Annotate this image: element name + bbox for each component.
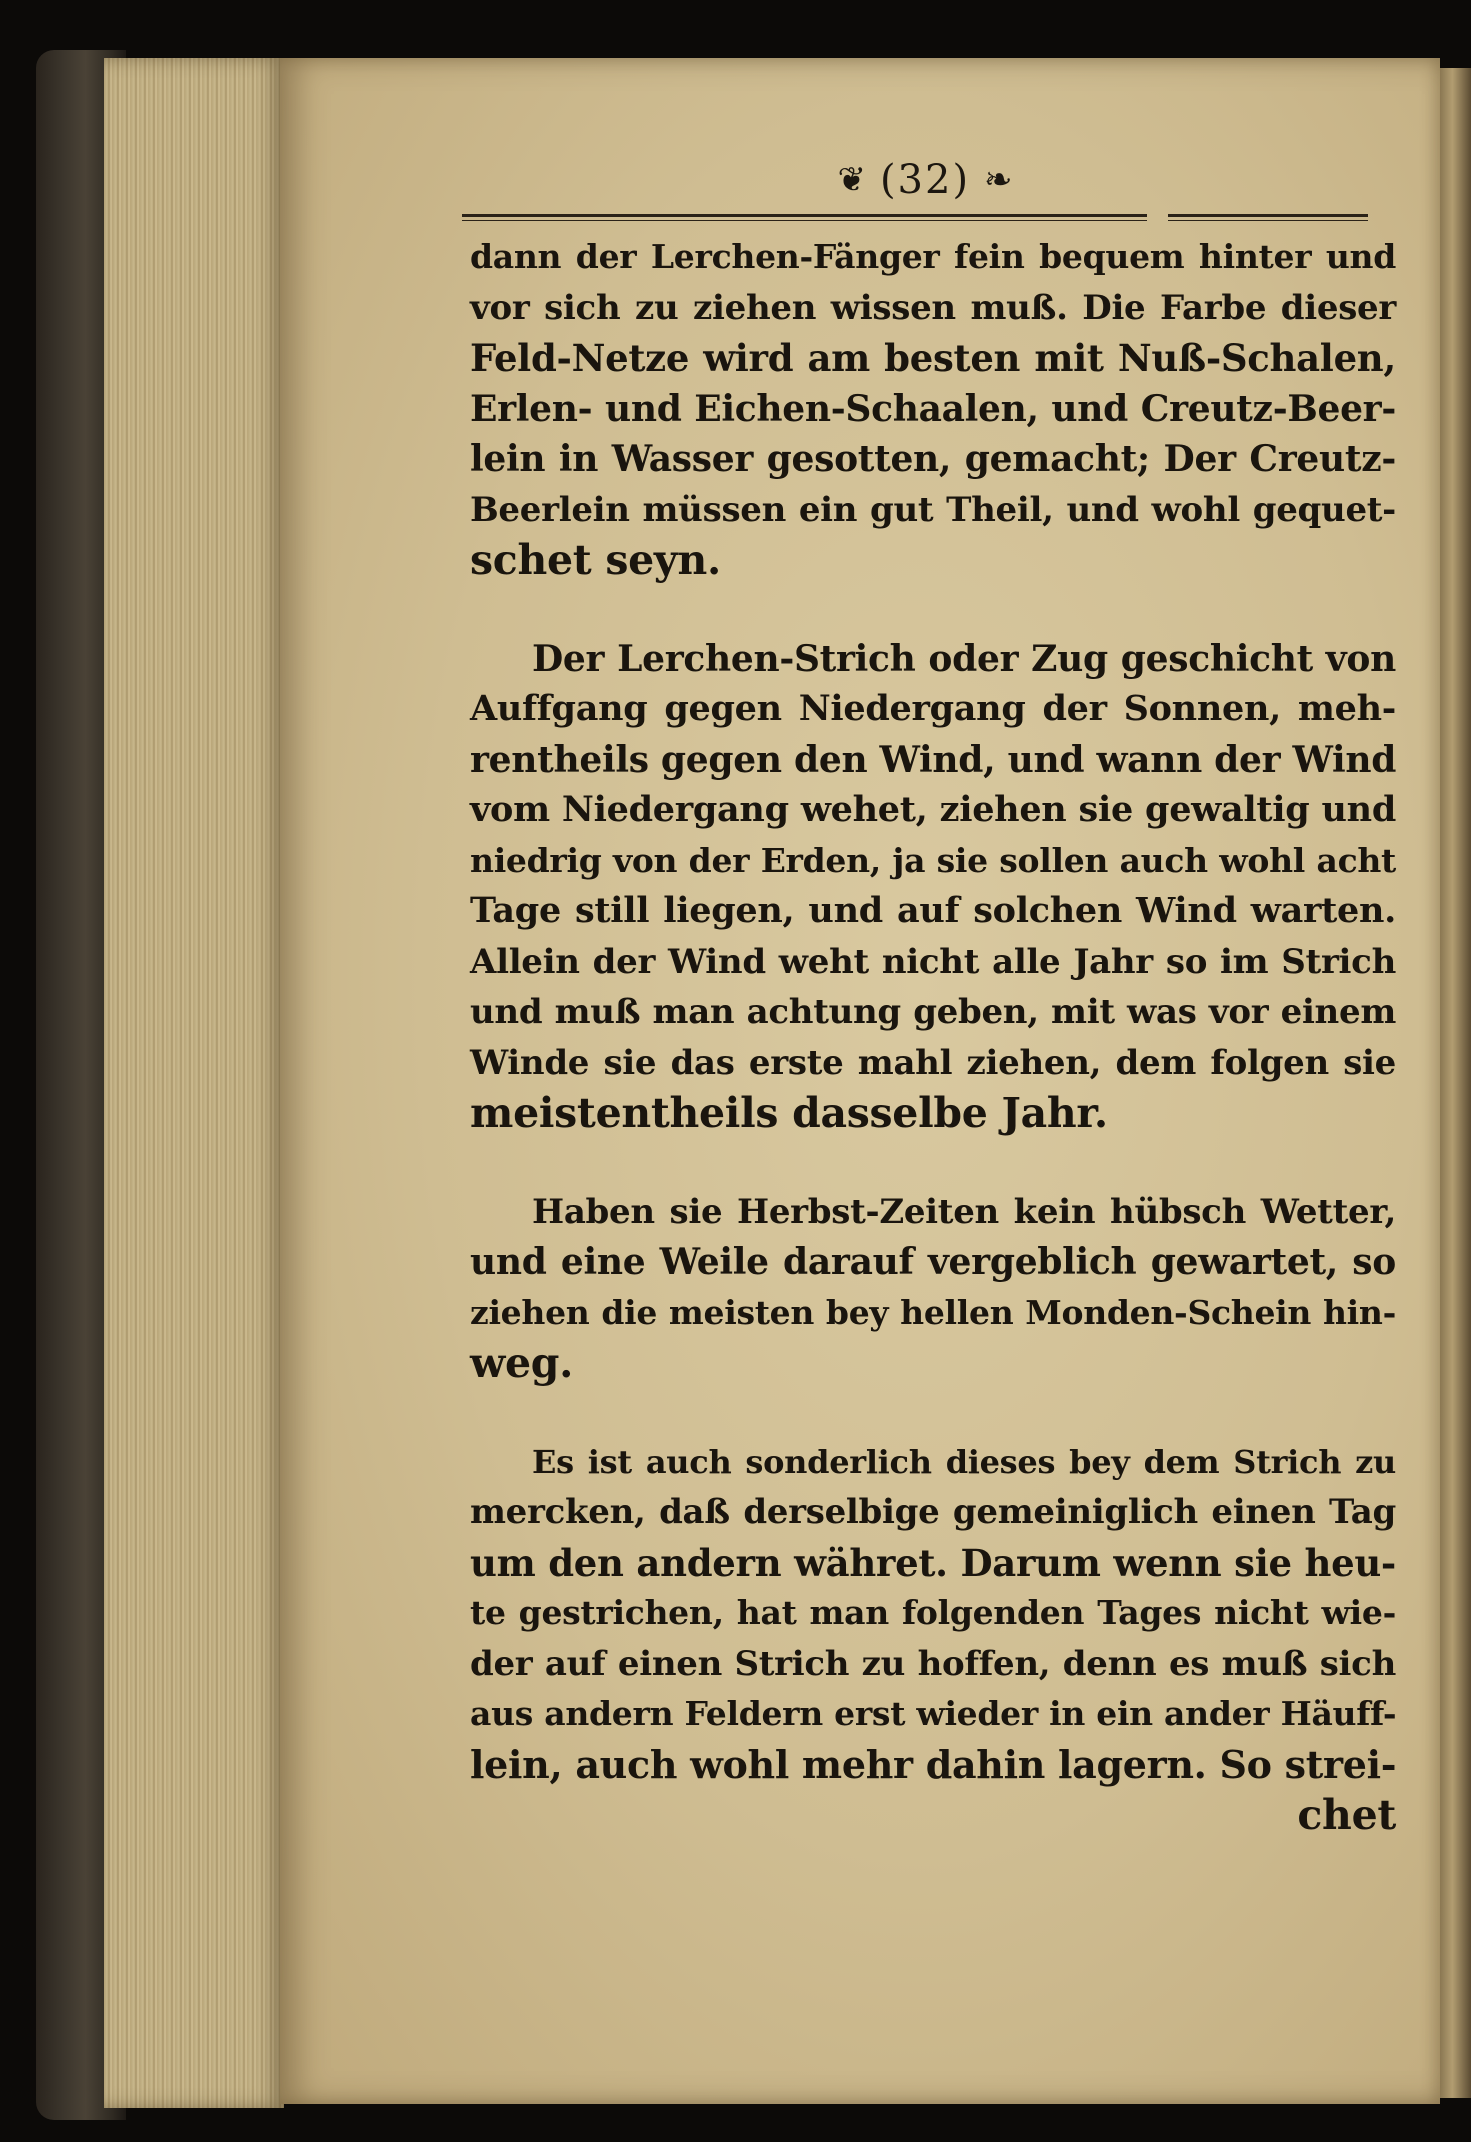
text-line: Haben sie Herbst-Zeiten kein hübsch Wetter, (532, 1191, 1396, 1232)
text-line: Es ist auch sonderlich dieses bey dem Strich zu (532, 1442, 1396, 1481)
text-line: Beerlein müssen ein gut Theil, und wohl gequet- (470, 489, 1396, 530)
paragraph-gap (470, 586, 1396, 634)
body-text (470, 232, 1396, 1841)
text-line: weg. (470, 1339, 574, 1387)
text-line: Feld-Netze wird am besten mit Nuß-Schalen, (470, 336, 1396, 380)
text-line: der auf einen Strich zu hoffen, denn es muß sich (470, 1643, 1396, 1684)
text-line: te gestrichen, hat man folgenden Tages nicht wie- (470, 1593, 1396, 1632)
facing-page-edge (1440, 68, 1471, 2098)
text-line: lein in Wasser gesotten, gemacht; Der Creutz- (470, 438, 1396, 480)
running-head (795, 150, 1055, 210)
ornament-right-icon: ❧ (984, 160, 1013, 200)
text-line: Auffgang gegen Niedergang der Sonnen, meh- (470, 688, 1396, 729)
text-line: vor sich zu ziehen wissen muß. Die Farbe dieser (470, 287, 1396, 328)
text-line: schet seyn. (470, 536, 721, 584)
paragraph-gap (470, 1389, 1396, 1437)
ornament-left-icon: ❦ (837, 160, 866, 200)
text-line: meistentheils dasselbe Jahr. (470, 1089, 1108, 1137)
text-line: rentheils gegen den Wind, und wann der Wind (470, 738, 1397, 781)
page-number: (32) (879, 157, 971, 203)
text-line: und eine Weile darauf vergeblich gewartet, so (470, 1241, 1396, 1283)
text-line: Winde sie das erste mahl ziehen, dem folgen sie (470, 1042, 1396, 1083)
text-line: und muß man achtung geben, mit was vor einem (470, 992, 1396, 1032)
text-line: Tage still liegen, und auf solchen Wind warten. (470, 890, 1396, 931)
header-rule-left (462, 214, 1147, 221)
text-line: um den andern währet. Darum wenn sie heu- (470, 1540, 1396, 1585)
paragraph-gap (470, 1139, 1396, 1187)
text-line: Der Lerchen-Strich oder Zug geschicht von (532, 637, 1396, 680)
catchword: chet (1297, 1791, 1396, 1839)
text-line: dann der Lerchen-Fänger fein bequem hinter und (470, 237, 1396, 276)
text-line: niedrig von der Erden, ja sie sollen auch wohl acht (470, 840, 1396, 880)
text-line: vom Niedergang wehet, ziehen sie gewaltig und (470, 789, 1396, 830)
text-line: Erlen- und Eichen-Schaalen, und Creutz-Beer- (470, 387, 1396, 430)
text-line: Allein der Wind weht nicht alle Jahr so im Strich (470, 941, 1396, 982)
text-line: ziehen die meisten bey hellen Monden-Schein hin- (470, 1292, 1396, 1332)
header-rule-right (1168, 214, 1368, 221)
text-line: lein, auch wohl mehr dahin lagern. So strei- (470, 1741, 1397, 1787)
text-line: aus andern Feldern erst wieder in ein ander Häuff- (470, 1694, 1397, 1733)
text-line: mercken, daß derselbige gemeiniglich einen Tag (470, 1492, 1396, 1532)
page-block-edges (104, 58, 284, 2108)
